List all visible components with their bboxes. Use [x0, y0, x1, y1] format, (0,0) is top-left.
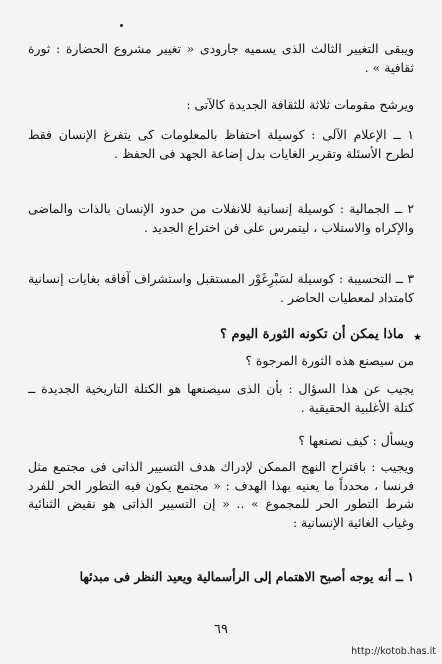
- answer-self-management: ويجيب : باقتراح النهج الممكن لإدراك هدف التسيير الذاتى فى مجتمع مثل فرنسا ، محدداً ما يعنيه بهذا الهدف : « مجتمع يكون فيه التطور الحر للفرد شرط التطور الحر للمجموع » .. « إن التسيير الذاتى هو نقيض الثنائية وغياب الغائية الإنسانية :: [28, 459, 414, 530]
- paragraph-item-2-aesthetics: ٢ ــ الجمالية : كوسيلة إنسانية للانفلات من حدود الإنسان بالذات والماضى والإكراه والاستلاب ، ليتمرس على فن اختراع الجديد .: [28, 201, 414, 235]
- ink-dot: [120, 24, 123, 27]
- paragraph-culture-elements: ويرشح مقومات ثلاثة للثقافة الجديدة كالآتى :: [186, 97, 414, 112]
- heading-star-mark: ٭: [414, 330, 422, 345]
- question-how: ويسأل : كيف نصنعها ؟: [298, 433, 414, 448]
- answer-historic-bloc: يجيب عن هذا السؤال : بأن الذى سيصنعها هو الكتلة التاريخية الجديدة ــ كتلة الأغلبية الحقيقية .: [28, 381, 414, 415]
- paragraph-third-change: ويبقى التغيير الثالث الذى يسميه جارودى « تغيير مشروع الحضارة : ثورة ثقافية » .: [28, 41, 414, 75]
- section-heading: ماذا يمكن أن تكونه الثورة اليوم ؟: [219, 327, 404, 342]
- question-who: من سيصنع هذه الثورة المرجوة ؟: [245, 353, 414, 368]
- paragraph-item-3-computation: ٣ ــ التحسيبة : كوسيلة لسَبْرِغَوْر المستقبل واستشراف آفاقه بغايات إنسانية كامتداد لمعطيات الحاضر .: [28, 271, 414, 305]
- paragraph-item-1-capitalism: ١ ــ أنه يوجه أصبح الاهتمام إلى الرأسمالية ويعيد النظر فى مبدئها: [79, 569, 414, 584]
- page-number: ٦٩: [214, 622, 228, 637]
- paragraph-item-1-informatics: ١ ــ الإعلام الآلى : كوسيلة احتفاظ بالمعلومات كى يتفرغ الإنسان فقط لطرح الأسئلة وتقرير الغايات بدل إضاعة الجهد فى الحفظ .: [28, 127, 414, 161]
- footer-url: http://kotob.has.it: [351, 646, 436, 657]
